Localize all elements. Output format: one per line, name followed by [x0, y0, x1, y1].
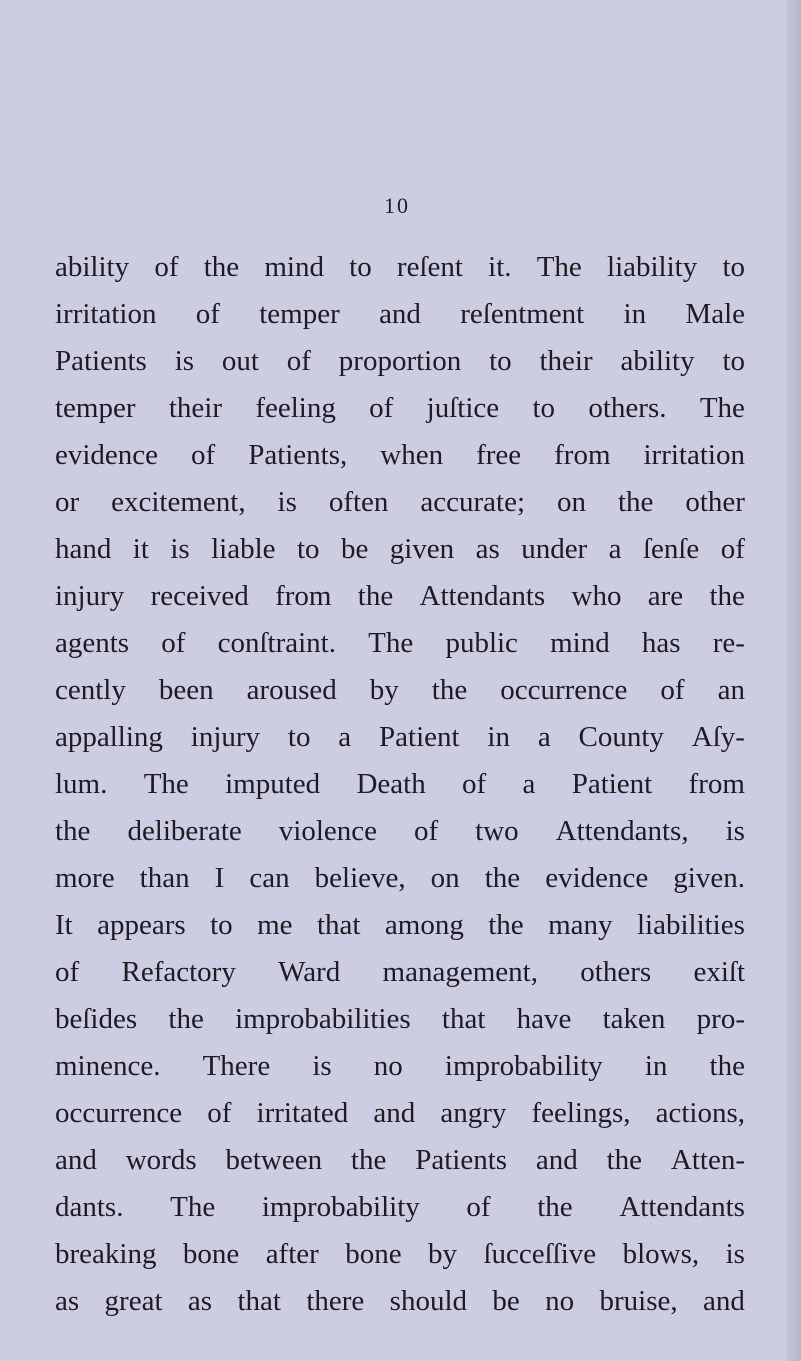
- word: Ward: [278, 956, 341, 988]
- text-line: [55, 620, 745, 667]
- word: temper: [55, 392, 136, 424]
- word: have: [516, 1003, 572, 1035]
- word: taken: [602, 1003, 666, 1035]
- word: many: [548, 909, 613, 941]
- word: the: [709, 580, 745, 612]
- word: the: [55, 815, 91, 847]
- word: to: [287, 721, 311, 753]
- word: and: [379, 298, 421, 330]
- word: of: [207, 1097, 232, 1129]
- word: two: [475, 815, 519, 847]
- text-line: [55, 338, 745, 385]
- word: juſtice: [426, 392, 500, 424]
- word: of: [161, 627, 186, 659]
- text-line: [55, 1184, 745, 1231]
- page-number: 10: [384, 193, 410, 218]
- word: The: [143, 768, 189, 800]
- word: of: [154, 251, 179, 283]
- word: Male: [685, 298, 745, 330]
- word: to: [722, 251, 745, 283]
- word: to: [296, 533, 320, 565]
- word: is: [312, 1050, 332, 1082]
- word: more: [55, 862, 115, 894]
- word: evidence: [545, 862, 649, 894]
- word: on: [430, 862, 460, 894]
- word: that: [441, 1003, 486, 1035]
- word: received: [150, 580, 249, 612]
- word: and: [373, 1097, 416, 1129]
- word: aroused: [246, 674, 337, 706]
- text-line: [55, 291, 745, 338]
- text-line: [55, 714, 745, 761]
- word: hand: [55, 533, 112, 565]
- word: deliberate: [127, 815, 242, 847]
- text-line: [55, 244, 745, 291]
- word: who: [571, 580, 622, 612]
- word: is: [174, 345, 195, 377]
- word: occurrence: [55, 1097, 183, 1129]
- text-line: [55, 1231, 745, 1278]
- word: ſenſe: [642, 533, 700, 565]
- word: it: [132, 533, 149, 565]
- word: to: [349, 251, 372, 283]
- word: of: [55, 956, 80, 988]
- word: Patient: [379, 721, 460, 753]
- word: in: [487, 721, 510, 753]
- word: from: [554, 439, 611, 471]
- word: proportion: [338, 345, 462, 377]
- word: minence.: [55, 1050, 161, 1082]
- page-edge: [787, 0, 801, 1361]
- word: no: [545, 1285, 575, 1317]
- word: the: [203, 251, 240, 283]
- text-line: [55, 808, 745, 855]
- word: among: [384, 909, 464, 941]
- word: a: [338, 721, 352, 753]
- word: the: [617, 486, 654, 518]
- word: Attendants,: [555, 815, 689, 847]
- text-line: [55, 949, 745, 996]
- word: from: [688, 768, 745, 800]
- word: others: [580, 956, 652, 988]
- text-line: [55, 385, 745, 432]
- text-line: [55, 432, 745, 479]
- word: liable: [211, 533, 276, 565]
- word: great: [104, 1285, 163, 1317]
- word: appalling: [55, 721, 163, 753]
- word: of: [720, 533, 745, 565]
- word: bone: [345, 1238, 402, 1270]
- word: irritation: [643, 439, 745, 471]
- word: Patients,: [248, 439, 348, 471]
- text-line: [55, 996, 745, 1043]
- word: of: [286, 345, 311, 377]
- word: pro-: [696, 1003, 745, 1035]
- word: the: [709, 1050, 745, 1082]
- word: under: [521, 533, 588, 565]
- word: angry: [440, 1097, 507, 1129]
- word: temper: [259, 298, 340, 330]
- word: County: [578, 721, 664, 753]
- text-line: [55, 761, 745, 808]
- word: believe,: [314, 862, 406, 894]
- word: be: [492, 1285, 520, 1317]
- word: liabilities: [636, 909, 745, 941]
- word: the: [168, 1003, 204, 1035]
- word: given: [389, 533, 455, 565]
- word: Refactory: [121, 956, 236, 988]
- word: the: [431, 674, 468, 706]
- word: Atten-: [670, 1144, 745, 1176]
- word: excitement,: [111, 486, 246, 518]
- word: the: [606, 1144, 643, 1176]
- word: irritated: [256, 1097, 349, 1129]
- word: violence: [278, 815, 377, 847]
- word: than: [139, 862, 190, 894]
- word: ſucceſſive: [483, 1238, 597, 1270]
- word: bone: [182, 1238, 240, 1270]
- word: accurate;: [420, 486, 526, 518]
- word: The: [536, 251, 582, 283]
- word: reſentment: [460, 298, 585, 330]
- word: The: [368, 627, 414, 659]
- word: liability: [607, 251, 698, 283]
- word: in: [644, 1050, 668, 1082]
- word: is: [725, 815, 745, 847]
- word: as: [187, 1285, 213, 1317]
- word: that: [316, 909, 361, 941]
- word: ability: [620, 345, 695, 377]
- word: me: [257, 909, 293, 941]
- word: management,: [382, 956, 538, 988]
- word: evidence: [55, 439, 159, 471]
- word: Attendants: [419, 580, 546, 612]
- word: feeling: [255, 392, 336, 424]
- word: and: [535, 1144, 578, 1176]
- word: is: [170, 533, 190, 565]
- word: feelings,: [531, 1097, 631, 1129]
- word: agents: [55, 627, 130, 659]
- word: it.: [488, 251, 512, 283]
- word: Patient: [571, 768, 653, 800]
- word: of: [462, 768, 487, 800]
- word: no: [373, 1050, 403, 1082]
- word: to: [722, 345, 745, 377]
- word: as: [55, 1285, 80, 1317]
- word: of: [466, 1191, 491, 1223]
- word: the: [488, 909, 524, 941]
- word: imputed: [225, 768, 321, 800]
- word: by: [369, 674, 399, 706]
- word: of: [195, 298, 220, 330]
- word: after: [265, 1238, 319, 1270]
- word: actions,: [655, 1097, 745, 1129]
- word: injury: [55, 580, 125, 612]
- word: irritation: [55, 298, 157, 330]
- word: to: [489, 345, 512, 377]
- word: can: [249, 862, 290, 894]
- word: the: [537, 1191, 573, 1223]
- text-line: [55, 1090, 745, 1137]
- word: between: [225, 1144, 323, 1176]
- word: when: [380, 439, 444, 471]
- body-text: [55, 244, 745, 1325]
- text-line: [55, 479, 745, 526]
- text-line: [55, 1278, 745, 1325]
- word: been: [158, 674, 214, 706]
- word: and: [703, 1285, 745, 1317]
- word: mind: [264, 251, 324, 283]
- word: Death: [356, 768, 426, 800]
- word: by: [428, 1238, 458, 1270]
- word: reſent: [396, 251, 463, 283]
- word: It: [55, 909, 73, 941]
- word: of: [660, 674, 685, 706]
- word: the: [357, 580, 394, 612]
- word: Aſy-: [691, 721, 745, 753]
- word: in: [623, 298, 647, 330]
- word: is: [277, 486, 297, 518]
- word: out: [221, 345, 259, 377]
- word: their: [168, 392, 222, 424]
- word: improbability: [261, 1191, 420, 1223]
- word: improbabilities: [235, 1003, 411, 1035]
- text-line: [55, 1043, 745, 1090]
- word: mind: [550, 627, 610, 659]
- word: from: [275, 580, 332, 612]
- word: are: [647, 580, 684, 612]
- word: Attendants: [619, 1191, 745, 1223]
- word: other: [685, 486, 745, 518]
- word: Patients: [415, 1144, 508, 1176]
- word: public: [445, 627, 518, 659]
- word: There: [202, 1050, 271, 1082]
- word: be: [340, 533, 369, 565]
- word: injury: [190, 721, 261, 753]
- word: bruise,: [599, 1285, 678, 1317]
- word: to: [210, 909, 233, 941]
- word: The: [699, 392, 745, 424]
- word: others.: [588, 392, 667, 424]
- word: or: [55, 486, 80, 518]
- word: ability: [55, 251, 130, 283]
- word: that: [237, 1285, 281, 1317]
- word: I: [214, 862, 225, 894]
- word: as: [475, 533, 500, 565]
- word: the: [484, 862, 521, 894]
- text-line: [55, 573, 745, 620]
- word: cently: [55, 674, 126, 706]
- word: exiſt: [693, 956, 745, 988]
- word: and: [55, 1144, 97, 1176]
- word: their: [539, 345, 593, 377]
- text-line: [55, 902, 745, 949]
- word: a: [537, 721, 551, 753]
- word: a: [522, 768, 536, 800]
- word: free: [476, 439, 522, 471]
- word: appears: [97, 909, 186, 941]
- word: dants.: [55, 1191, 124, 1223]
- text-line: [55, 667, 745, 714]
- word: occurrence: [500, 674, 628, 706]
- word: there: [306, 1285, 365, 1317]
- word: words: [125, 1144, 197, 1176]
- word: breaking: [55, 1238, 157, 1270]
- word: to: [532, 392, 556, 424]
- word: The: [170, 1191, 216, 1223]
- word: is: [725, 1238, 745, 1270]
- word: given.: [673, 862, 745, 894]
- word: lum.: [55, 768, 108, 800]
- word: of: [369, 392, 394, 424]
- word: improbability: [444, 1050, 603, 1082]
- word: Patients: [55, 345, 147, 377]
- word: re-: [712, 627, 745, 659]
- text-line: [55, 855, 745, 902]
- word: on: [556, 486, 586, 518]
- word: often: [328, 486, 389, 518]
- text-line: [55, 1137, 745, 1184]
- word: of: [191, 439, 216, 471]
- word: has: [641, 627, 681, 659]
- text-line: [55, 526, 745, 573]
- word: of: [414, 815, 439, 847]
- word: the: [350, 1144, 387, 1176]
- word: conſtraint.: [217, 627, 336, 659]
- word: beſides: [55, 1003, 138, 1035]
- word: an: [717, 674, 745, 706]
- word: blows,: [622, 1238, 700, 1270]
- word: a: [608, 533, 622, 565]
- word: should: [389, 1285, 467, 1317]
